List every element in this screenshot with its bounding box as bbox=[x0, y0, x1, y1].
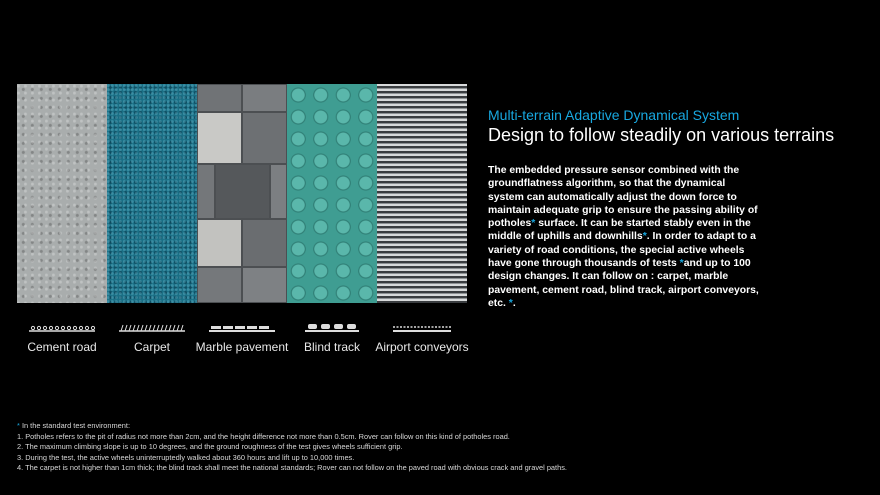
carpet-texture bbox=[107, 84, 197, 303]
description-text: and up to 100 design changes. It can follow on : carpet, marble pavement, cement road, blind track, airport conveyors, etc. bbox=[488, 258, 759, 309]
terrain-label: Blind track bbox=[303, 340, 361, 354]
blind-track-texture bbox=[287, 84, 377, 303]
footnote-item: 3. During the test, the active wheels uninterruptedly walked about 360 hours and lift up to 10,000 times. bbox=[17, 452, 355, 462]
blind-track-icon bbox=[297, 318, 367, 334]
footnote-marker: * bbox=[17, 421, 20, 430]
description-text: . In order to adapt to a variety of road conditions, the special active wheels have gone through thousands of tests bbox=[488, 231, 756, 270]
terrain-item bbox=[377, 318, 467, 354]
footnote-item: 1. Potholes refers to the pit of radius not more than 2cm, and the height difference not more than 0.5cm. Rover can follow on this kind of potholes road. bbox=[17, 431, 510, 441]
carpet-icon bbox=[117, 318, 187, 334]
terrain-item bbox=[17, 318, 107, 354]
footnote-marker: * bbox=[679, 258, 684, 270]
footnote-marker: * bbox=[531, 218, 536, 230]
description-paragraph bbox=[488, 164, 763, 310]
terrain-label: Carpet bbox=[133, 340, 171, 354]
description-text: surface. It can be started stably even in the middle of uphills and downhills bbox=[488, 218, 751, 243]
footnote-item: 4. The carpet is not higher than 1cm thick; the blind track shall meet the national standards; Rover can not follow on the paved road with obvious crack and gravel paths. bbox=[17, 463, 567, 473]
footnote-marker: * bbox=[642, 231, 647, 243]
footnote-marker: * bbox=[508, 297, 513, 309]
terrain-legend bbox=[17, 318, 467, 354]
section-title: Design to follow steadily on various terrains bbox=[488, 125, 835, 145]
airport-conveyor-texture bbox=[377, 84, 467, 303]
terrain-label: Marble pavement bbox=[195, 340, 289, 354]
marble-pavement-texture bbox=[197, 84, 287, 303]
section-subtitle: Multi-terrain Adaptive Dynamical System bbox=[488, 107, 740, 123]
footnotes bbox=[17, 421, 867, 474]
terrain-item bbox=[287, 318, 377, 354]
terrain-label: Cement road bbox=[27, 340, 97, 354]
airport-conveyor-icon bbox=[387, 318, 457, 334]
terrain-item bbox=[107, 318, 197, 354]
terrain-photo-strip bbox=[17, 84, 467, 303]
footnote-item: 2. The maximum climbing slope is up to 10 degrees, and the ground roughness of the test gives wheels sufficient grip. bbox=[17, 442, 403, 452]
cement-road-icon bbox=[27, 318, 97, 334]
cement-road-texture bbox=[17, 84, 107, 303]
description-text: The embedded pressure sensor combined with the groundflatness algorithm, so that the dynamical system can automatically adjust the down force to maintain adequate grip to ensure the passing ability of potholes bbox=[488, 165, 758, 230]
terrain-label: Airport conveyors bbox=[375, 340, 469, 354]
footnote-intro bbox=[17, 421, 867, 432]
description-text: . bbox=[512, 297, 516, 309]
marble-pavement-icon bbox=[207, 318, 277, 334]
terrain-item bbox=[197, 318, 287, 354]
footnote-intro-text: In the standard test environment: bbox=[19, 421, 130, 430]
